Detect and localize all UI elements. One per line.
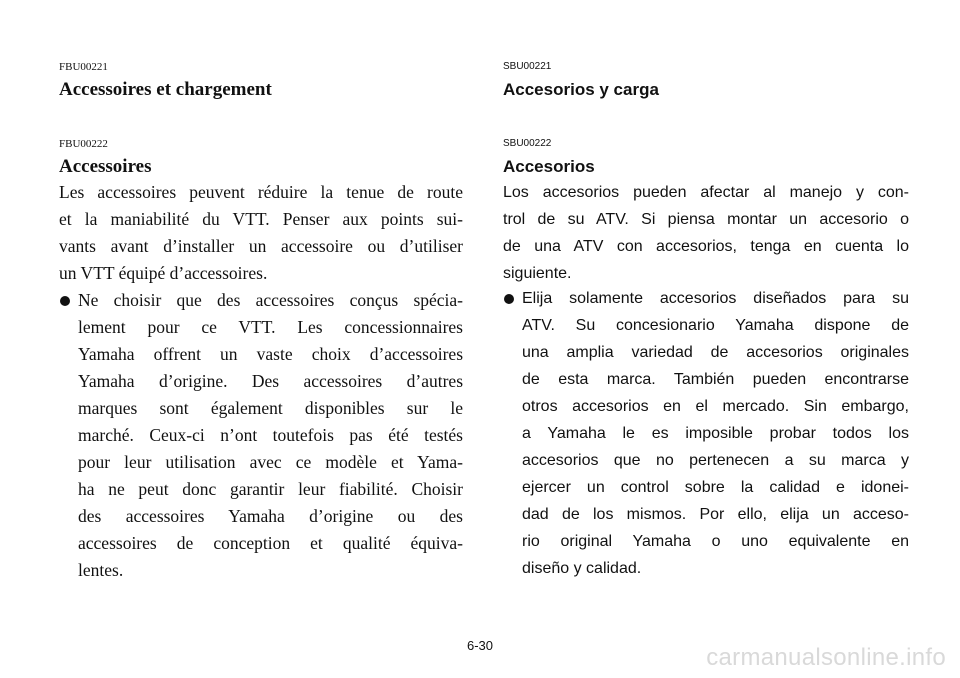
french-bullet-line-10: accessoires de conception et qualité équiva- <box>78 533 463 553</box>
spanish-paragraph-line-2: trol de su ATV. Si piensa montar un accesorio o <box>503 211 909 228</box>
french-bullet-line-4: Yamaha d’origine. Des accessoires d’autres <box>78 371 463 391</box>
watermark: carmanualsonline.info <box>706 644 946 671</box>
spanish-subsection-code: SBU00222 <box>503 138 552 149</box>
spanish-paragraph-line-3: de una ATV con accesorios, tenga en cuenta lo <box>503 238 909 255</box>
french-paragraph-line-4: un VTT équipé d’accessoires. <box>59 263 268 283</box>
spanish-paragraph-line-4: siguiente. <box>503 265 572 282</box>
french-paragraph-line-3: vants avant d’installer un accessoire ou d’utiliser <box>59 236 463 256</box>
french-bullet-line-8: ha ne peut donc garantir leur fiabilité. Choisir <box>78 479 463 499</box>
french-paragraph-line-1: Les accessoires peuvent réduire la tenue de route <box>59 182 463 202</box>
french-section-title: Accessoires et chargement <box>59 79 272 100</box>
french-section-code: FBU00221 <box>59 61 108 73</box>
bullet-dot-icon <box>60 296 70 306</box>
spanish-subsection-title: Accesorios <box>503 157 595 176</box>
french-subsection-code: FBU00222 <box>59 138 108 150</box>
spanish-paragraph <box>503 179 909 287</box>
spanish-bullet-line-2: ATV. Su concesionario Yamaha dispone de <box>522 317 909 334</box>
spanish-bullet-item <box>503 285 909 582</box>
spanish-bullet-line-1 <box>503 285 909 312</box>
spanish-bullet-line-11: diseño y calidad. <box>522 560 642 577</box>
french-bullet-line-5: marques sont également disponibles sur le <box>78 398 463 418</box>
spanish-section-title: Accesorios y carga <box>503 80 659 99</box>
french-bullet-line-1 <box>59 287 463 314</box>
french-bullet-line-7: pour leur utilisation avec ce modèle et Yama- <box>78 452 463 472</box>
spanish-bullet-line-8: ejercer un control sobre la calidad e idonei- <box>522 479 909 496</box>
french-bullet-item <box>59 287 463 584</box>
spanish-bullet-line-10: rio original Yamaha o uno equivalente en <box>522 533 909 550</box>
french-bullet-line-9: des accessoires Yamaha d’origine ou des <box>78 506 463 526</box>
spanish-section-code: SBU00221 <box>503 61 552 72</box>
page-number: 6-30 <box>466 638 494 653</box>
french-bullet-line-1-text: Ne choisir que des accessoires conçus spécia- <box>78 290 463 310</box>
french-bullet-line-6: marché. Ceux-ci n’ont toutefois pas été testés <box>78 425 463 445</box>
french-bullet-line-11: lentes. <box>78 560 124 580</box>
spanish-bullet-line-5: otros accesorios en el mercado. Sin embargo, <box>522 398 909 415</box>
french-subsection-title: Accessoires <box>59 156 152 177</box>
spanish-bullet-line-7: accesorios que no pertenecen a su marca y <box>522 452 909 469</box>
spanish-bullet-line-3: una amplia variedad de accesorios originales <box>522 344 909 361</box>
spanish-bullet-line-4: de esta marca. También pueden encontrarse <box>522 371 909 388</box>
french-paragraph-line-2: et la maniabilité du VTT. Penser aux points sui- <box>59 209 463 229</box>
french-bullet-line-3: Yamaha offrent un vaste choix d’accessoires <box>78 344 463 364</box>
spanish-bullet-line-9: dad de los mismos. Por ello, elija un acceso- <box>522 506 909 523</box>
french-paragraph <box>59 179 463 287</box>
spanish-paragraph-line-1: Los accesorios pueden afectar al manejo y con- <box>503 184 909 201</box>
bullet-dot-icon <box>504 294 514 304</box>
spanish-bullet-line-1-text: Elija solamente accesorios diseñados para su <box>522 290 909 307</box>
spanish-bullet-line-6: a Yamaha le es imposible probar todos los <box>522 425 909 442</box>
french-bullet-line-2: lement pour ce VTT. Les concessionnaires <box>78 317 463 337</box>
